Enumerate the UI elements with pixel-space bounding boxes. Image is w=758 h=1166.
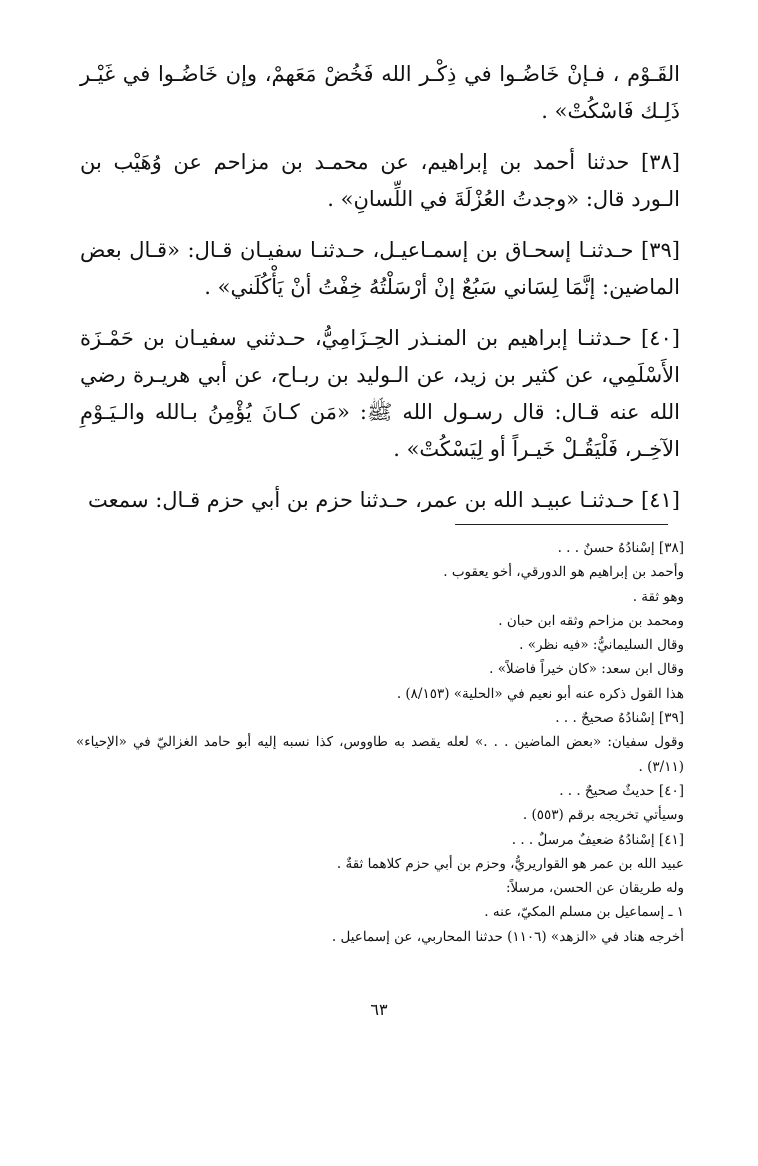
paragraph-continuation: القَـوْم ، فـإنْ خَاضُـوا في ذِكْـر الله فَخُضْ مَعَهمْ، وإن خَاضُـوا في غَيْـر ذَلِـك فَاسْكُتْ» .: [80, 62, 680, 123]
paragraph-38: [٣٨] حدثنا أحمد بن إبراهيم، عن محمـد بن مزاحم عن وُهَيْب بن الـورد قال: «وجدتُ العُزْلَةَ في اللِّسانِ» .: [80, 150, 680, 211]
page-number: ٦٣: [370, 1000, 388, 1019]
footnote-line: ١ ـ إسماعيل بن مسلم المكيّ، عنه .: [484, 904, 684, 921]
footnote-line: وقول سفيان: «بعض الماضين . . .» لعله يقصد به طاووس، كذا نسبه إليه أبو حامد الغزاليّ في «الإحياء» (٣/١١) .: [76, 734, 684, 775]
footnote-separator: [455, 524, 668, 525]
paragraph-39: [٣٩] حـدثنـا إسحـاق بن إسمـاعيـل، حـدثنـا سفيـان قـال: «قـال بعض الماضين: إنَّمَا لِسَاني سَبُعٌ إنْ أرْسَلْتُهُ خِفْتُ أنْ يَأْكُلَني» .: [80, 238, 680, 299]
footnote-line: [٤٠] حديثٌ صحيحٌ . . .: [559, 782, 684, 799]
footnote-line: ومحمد بن مزاحم وثقه ابن حبان .: [498, 612, 684, 629]
footnote-line: وسيأتي تخريجه برقم (٥٥٣) .: [522, 807, 684, 824]
paragraph-40: [٤٠] حـدثنـا إبراهيم بن المنـذر الحِـزَامِيُّ، حـدثني سفيـان بن حَمْـزَة الأَسْلَمِي، عن كثير بن زيد، عن الـوليد بن ربـاح، عن أبي هريـرة رضي الله عنه قـال: قال رسـول الله ﷺ: «مَن كـانَ يُؤْمِنُ بـالله والـيَـوْمِ الآخِـر، فَلْيَقُـلْ خَيـراً أو لِيَسْكُتْ» .: [80, 326, 680, 461]
footnote-line: [٤١] إسْنادُهُ ضعيفٌ مرسلٌ . . .: [511, 831, 684, 848]
footnote-line: [٣٨] إسْنادُهُ حسنٌ . . .: [557, 540, 684, 556]
footnote-line: وقال ابن سعد: «كان خيراً فاضلاً» .: [489, 661, 684, 678]
footnote-line: [٣٩] إسْنادُهُ صحيحٌ . . .: [555, 710, 684, 727]
footnote-line: وأحمد بن إبراهيم هو الدورقي، أخو يعقوب .: [443, 564, 684, 581]
footnote-line: وهو ثقة .: [632, 588, 684, 605]
footnote-line: وله طريقان عن الحسن، مرسلاً:: [505, 880, 684, 897]
footnote-line: عبيد الله بن عمر هو القواريريُّ، وحزم بن أبي حزم كلاهما ثقةٌ .: [336, 855, 684, 872]
footnotes: [76, 536, 684, 949]
footnote-line: أخرجه هناد في «الزهد» (١١٠٦) حدثنا المحاربي، عن إسماعيل .: [331, 928, 684, 945]
paragraph-41: [٤١] حـدثنـا عبيـد الله بن عمر، حـدثنا حزم بن أبي حزم قـال: سمعت: [88, 488, 680, 512]
main-text: [80, 56, 680, 533]
footnote-line: هذا القول ذكره عنه أبو نعيم في «الحلية» (٨/١٥٣) .: [396, 685, 684, 702]
footnote-line: وقال السليمانيُّ: «فيه نظر» .: [519, 637, 684, 654]
